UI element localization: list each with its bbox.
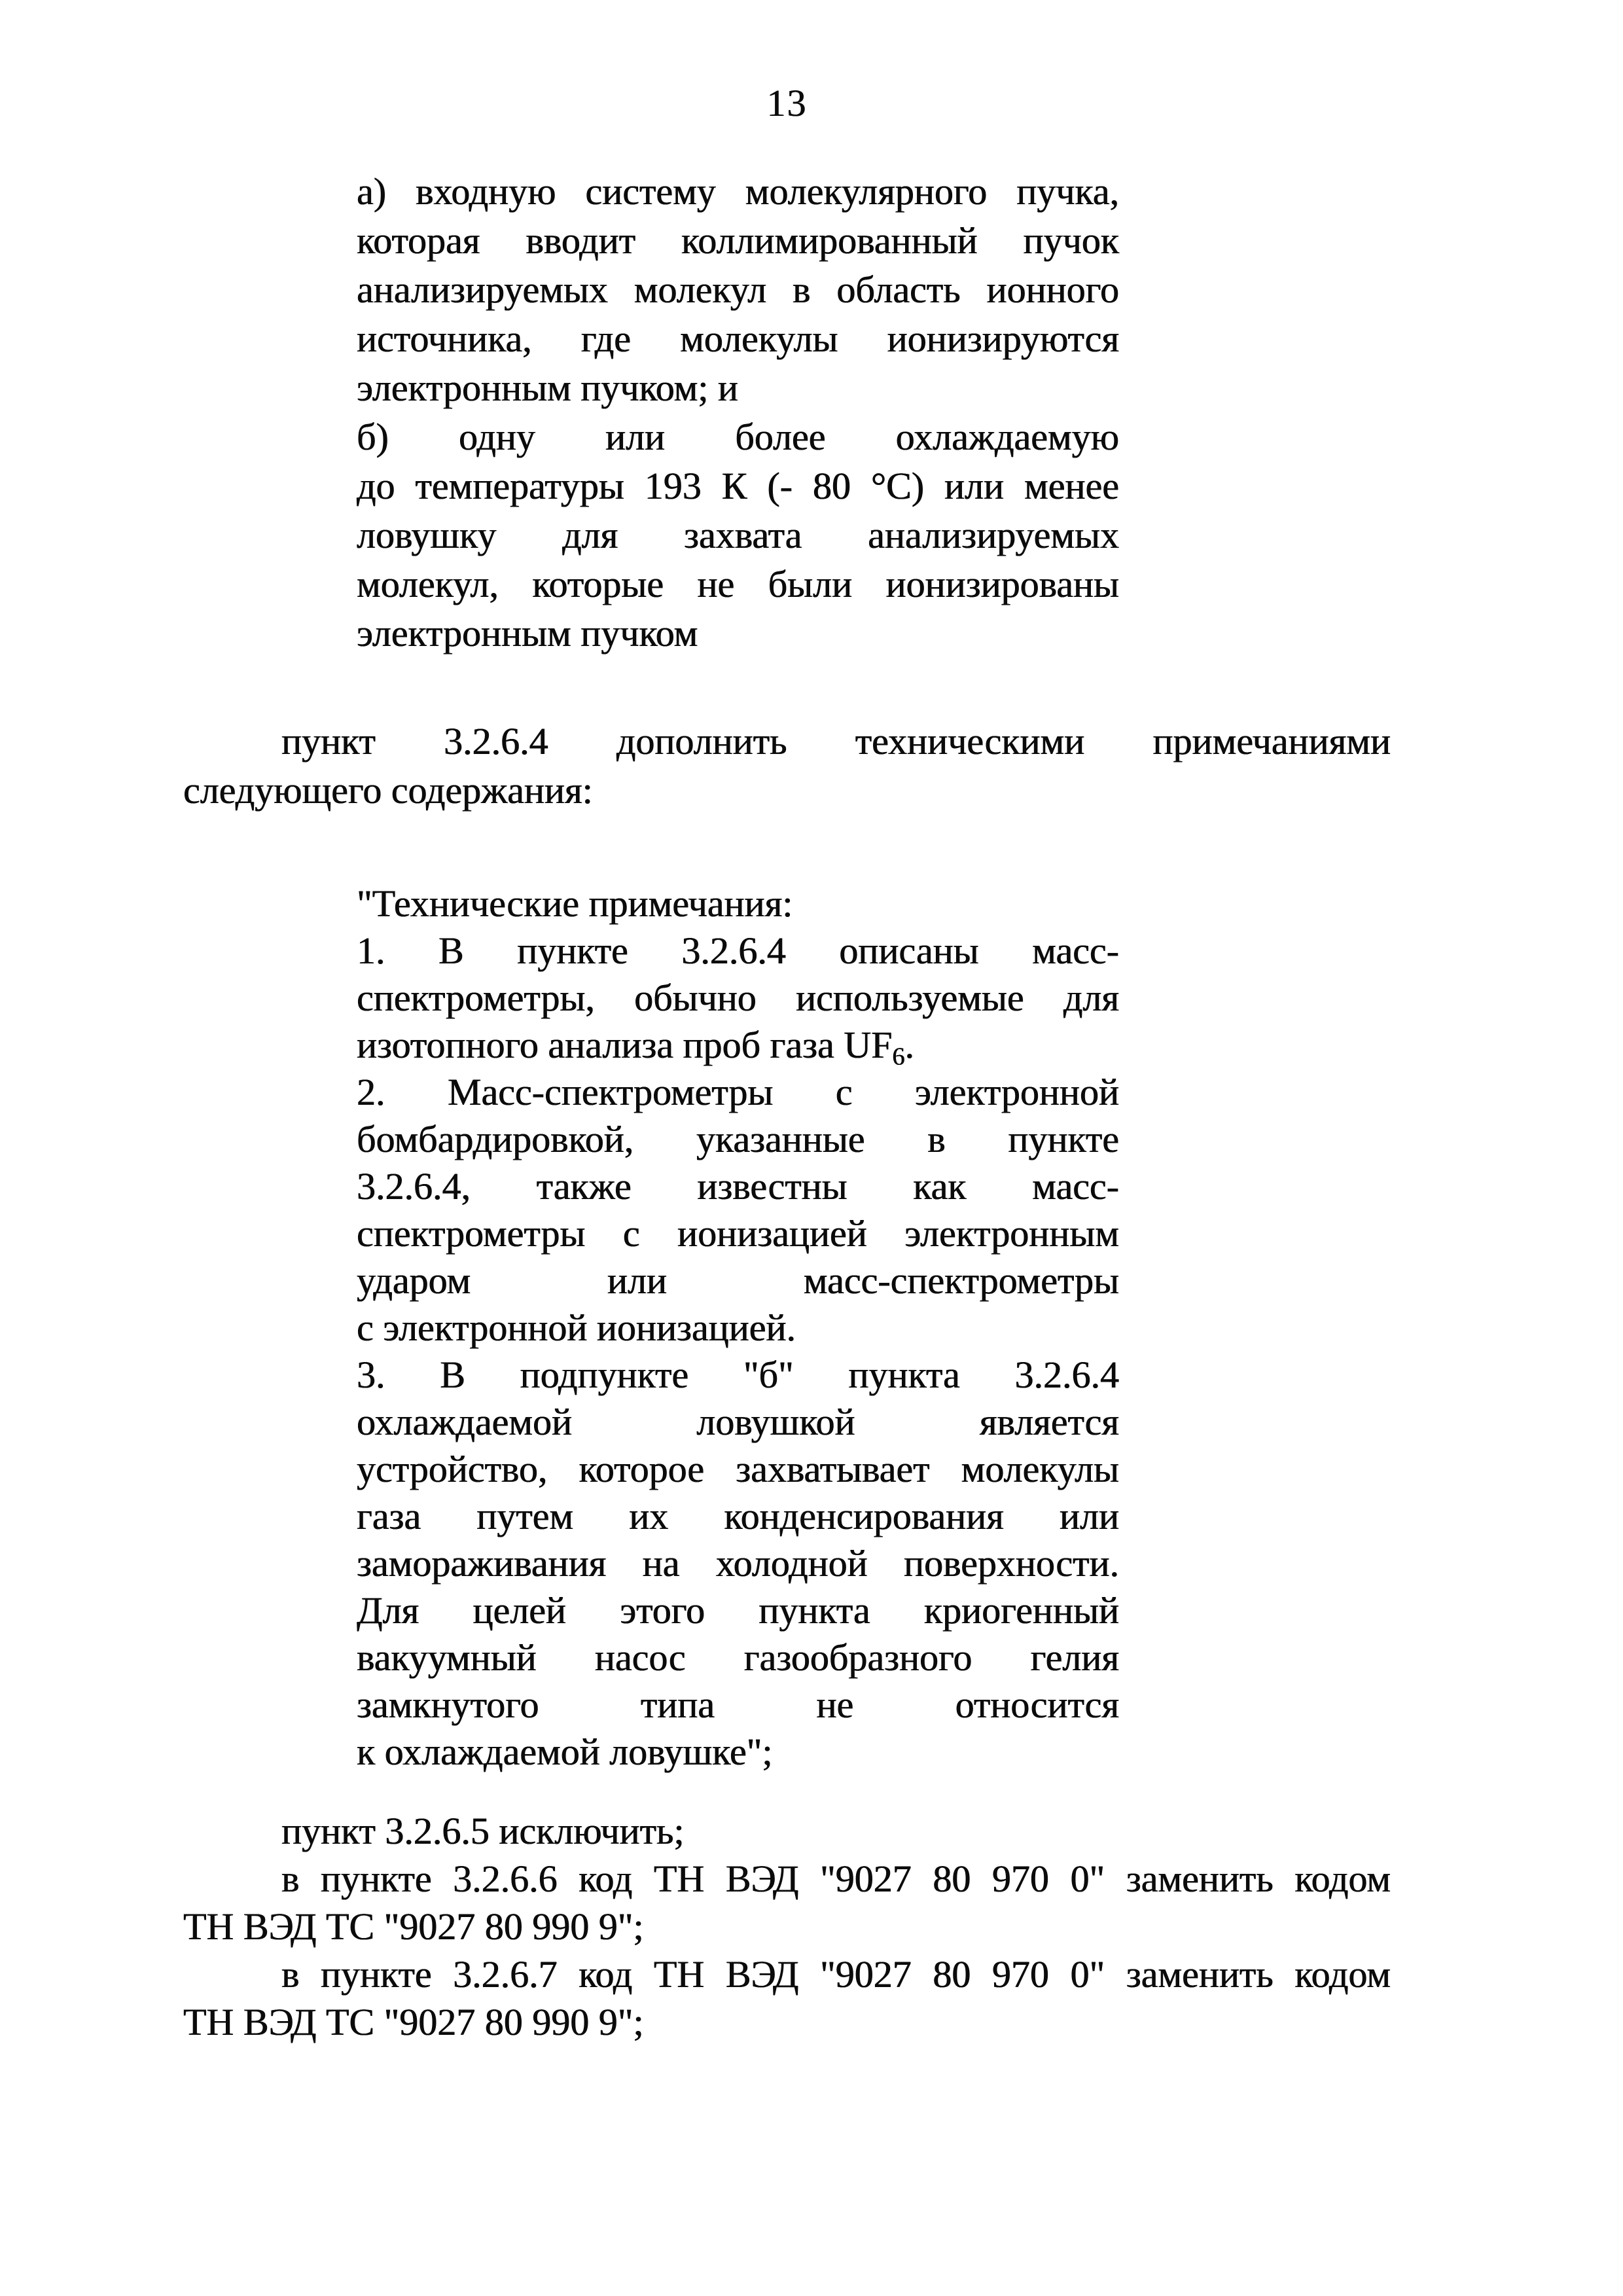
text-line: Для целей этого пункта криогенный [357,1589,1119,1632]
text-line: вакуумный насос газообразного гелия [357,1636,1119,1679]
text-line: устройство, которое захватывает молекулы [357,1448,1119,1490]
text-line: пункт 3.2.6.4 дополнить техническими примечаниями [281,720,1391,762]
text-line: молекул, которые не были ионизированы [357,563,1119,605]
text-line: электронным пучком; и [357,367,738,409]
text-column [183,0,1391,2046]
text-line: которая вводит коллимированный пучок [357,219,1119,262]
text-line: с электронной ионизацией. [357,1306,796,1349]
text-line: замкнутого типа не относится [357,1683,1119,1726]
text-line: 1. В пункте 3.2.6.4 описаны масс- [357,929,1119,972]
uf6-formula-line [357,1022,1119,1069]
text-line: замораживания на холодной поверхности. [357,1542,1119,1585]
text-line: охлаждаемой ловушкой является [357,1401,1119,1443]
page-number: 13 [766,82,808,124]
text-line: газа путем их конденсирования или [357,1495,1119,1537]
uf6-period: . [904,1024,915,1066]
text-line: электронным пучком [357,612,698,655]
tn-ved-amendment-line: в пункте 3.2.6.7 код ТН ВЭД "9027 80 970 0" заменить кодом [281,1953,1391,1996]
amendment-3264-paragraph [183,717,1391,815]
text-line: а) входную систему молекулярного пучка, [357,170,1119,213]
technical-notes-quote-block [357,880,1119,1776]
text-line: ловушку для захвата анализируемых [357,514,1119,556]
closing-amendments-block [183,1807,1391,2046]
text-line: анализируемых молекул в область ионного [357,268,1119,311]
text-line: 3. В подпункте "б" пункта 3.2.6.4 [357,1354,1119,1396]
text-line: 3.2.6.4, также известны как масс- [357,1165,1119,1208]
text-line: до температуры 193 К (- 80 °С) или менее [357,465,1119,507]
text-line: пункт 3.2.6.5 исключить; [281,1810,685,1852]
text-line: ударом или масс-спектрометры [357,1259,1119,1302]
text-line: б) одну или более охлаждаемую [357,416,1119,458]
text-line: следующего содержания: [183,769,593,812]
tn-ved-amendment-line: в пункте 3.2.6.6 код ТН ВЭД "9027 80 970 0" заменить кодом [281,1857,1391,1900]
text-line: источника, где молекулы ионизируются [357,317,1119,360]
text-line: 2. Масс-спектрометры с электронной [357,1071,1119,1113]
uf6-subscript: 6 [892,1043,905,1071]
uf6-prefix: изотопного анализа проб газа UF [357,1024,893,1066]
text-line: спектрометры с ионизацией электронным [357,1212,1119,1255]
tn-ved-code-line: ТН ВЭД ТС "9027 80 990 9"; [183,2001,644,2043]
text-line: спектрометры, обычно используемые для [357,977,1119,1019]
subitems-a-b-block [357,167,1119,658]
tn-ved-code-line: ТН ВЭД ТС "9027 80 990 9"; [183,1905,644,1948]
text-line: к охлаждаемой ловушке"; [357,1731,773,1773]
text-line: "Технические примечания: [357,882,793,925]
text-line: бомбардировкой, указанные в пункте [357,1118,1119,1160]
